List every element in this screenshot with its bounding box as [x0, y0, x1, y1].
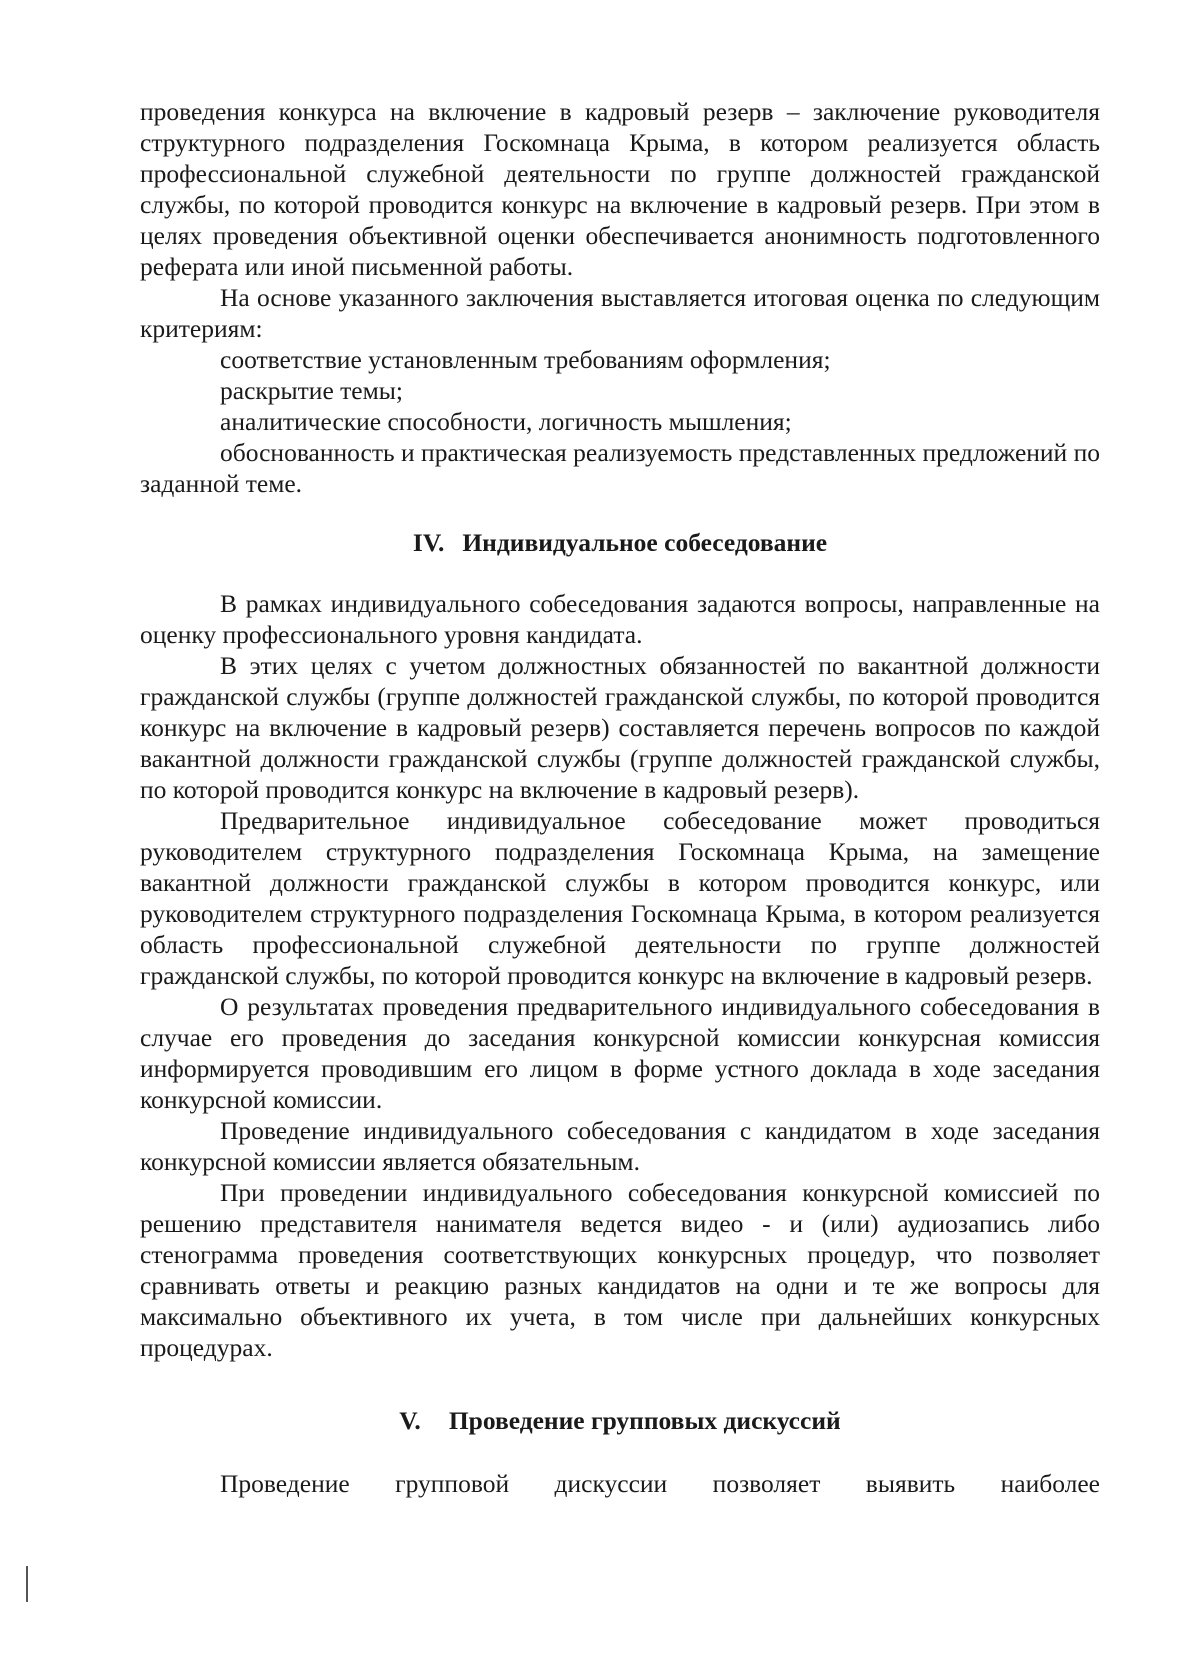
section-number: IV.	[412, 528, 445, 557]
paragraph-criteria-intro: На основе указанного заключения выставляется итоговая оценка по следующим критериям:	[140, 283, 1100, 343]
scan-artifact-line	[26, 1566, 28, 1602]
paragraph-continuation: проведения конкурса на включение в кадровый резерв – заключение руководителя структурного подразделения Госкомнаца Крыма, в котором реализуется область профессиональной служебной деятельности по группе должностей гражданской службы, по которой проводится конкурс на включение в кадровый резерв. При этом в целях проведения объективной оценки обеспечивается анонимность подготовленного реферата или иной письменной работы.	[140, 97, 1100, 281]
paragraph: Предварительное индивидуальное собеседование может проводиться руководителем структурного подразделения Госкомнаца Крыма, на замещение вакантной должности гражданской службы в котором проводится конкурс, или руководителем структурного подразделения Госкомнаца Крыма, в котором реализуется область профессиональной служебной деятельности по группе должностей гражданской службы, по которой проводится конкурс на включение в кадровый резерв.	[140, 806, 1100, 990]
criteria-item: соответствие установленным требованиям оформления;	[220, 345, 831, 374]
document-body	[140, 96, 1100, 1499]
section-title: Индивидуальное собеседование	[462, 528, 828, 557]
paragraph: О результатах проведения предварительного индивидуального собеседования в случае его проведения до заседания конкурсной комиссии конкурсная комиссия информируется проводившим его лицом в форме устного доклада в ходе заседания конкурсной комиссии.	[140, 992, 1100, 1114]
section-title: Проведение групповых дискуссий	[448, 1406, 841, 1435]
section-number: V.	[399, 1406, 421, 1435]
section-heading-4	[140, 527, 1100, 558]
paragraph: Проведение групповой дискуссии позволяет выявить наиболее	[220, 1469, 1100, 1498]
paragraph: При проведении индивидуального собеседования конкурсной комиссией по решению представителя нанимателя ведется видео - и (или) аудиозапись либо стенограмма проведения соответствующих конкурсных процедур, что позволяет сравнивать ответы и реакцию разных кандидатов на одни и те же вопросы для максимально объективного их учета, в том числе при дальнейших конкурсных процедурах.	[140, 1178, 1100, 1362]
paragraph: Проведение индивидуального собеседования с кандидатом в ходе заседания конкурсной комиссии является обязательным.	[140, 1116, 1100, 1176]
paragraph: В рамках индивидуального собеседования задаются вопросы, направленные на оценку профессионального уровня кандидата.	[140, 589, 1100, 649]
paragraph: В этих целях с учетом должностных обязанностей по вакантной должности гражданской службы (группе должностей гражданской службы, по которой проводится конкурс на включение в кадровый резерв) составляется перечень вопросов по каждой вакантной должности гражданской службы (группе должностей гражданской службы, по которой проводится конкурс на включение в кадровый резерв).	[140, 651, 1100, 804]
section-heading-5	[140, 1405, 1100, 1436]
criteria-item: аналитические способности, логичность мышления;	[220, 407, 792, 436]
criteria-item: обоснованность и практическая реализуемость представленных предложений по заданной теме.	[140, 438, 1100, 498]
criteria-item: раскрытие темы;	[220, 376, 403, 405]
